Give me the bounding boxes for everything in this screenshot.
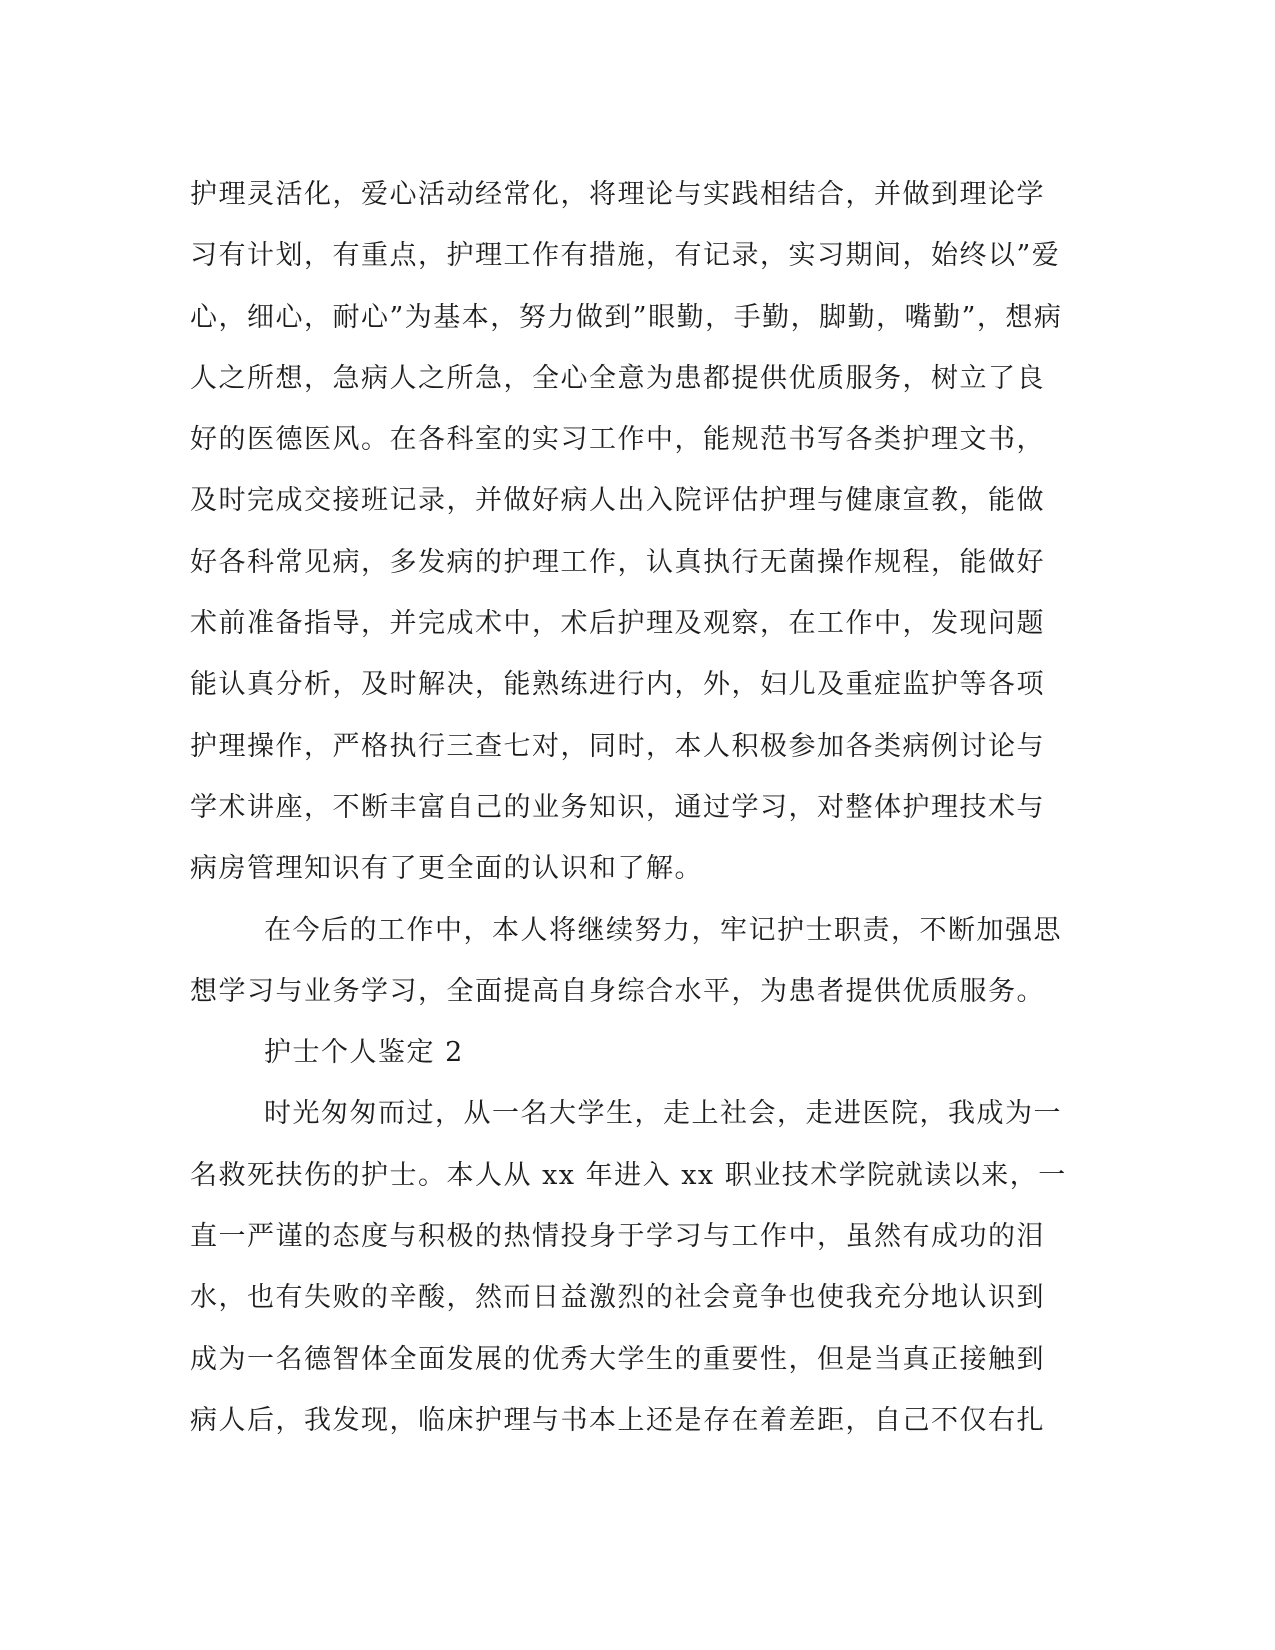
text-line: 想学习与业务学习，全面提高自身综合水平，为患者提供优质服务。 [190, 975, 1045, 1007]
paragraph-future-work [190, 900, 1080, 1023]
section-heading-text: 护士个人鉴定 2 [264, 1037, 464, 1069]
text-line: 名救死扶伤的护士。本人从 xx 年进入 xx 职业技术学院就读以来，一 [190, 1159, 1067, 1191]
text-line: 护理灵活化，爱心活动经常化，将理论与实践相结合，并做到理论学 [190, 179, 1045, 210]
text-line: 病房管理知识有了更全面的认识和了解。 [190, 853, 703, 885]
paragraph-continued [190, 164, 1080, 900]
section-heading [190, 1022, 1080, 1083]
text-line: 及时完成交接班记录，并做好病人出入院评估护理与健康宣教，能做 [190, 485, 1045, 517]
text-line: 能认真分析，及时解决，能熟练进行内，外，妇儿及重症监护等各项 [190, 669, 1045, 701]
text-line: 人之所想，急病人之所急，全心全意为患都提供优质服务，树立了良 [190, 362, 1045, 394]
paragraph-appraisal-2 [190, 1083, 1080, 1451]
text-line: 病人后，我发现，临床护理与书本上还是存在着差距，自己不仅右扎 [190, 1404, 1045, 1436]
text-line: 心，细心，耐心”为基本，努力做到”眼勤，手勤，脚勤，嘴勤”，想病 [190, 301, 1063, 333]
text-line: 成为一名德智体全面发展的优秀大学生的重要性，但是当真正接触到 [190, 1343, 1045, 1375]
text-line: 学术讲座，不断丰富自己的业务知识，通过学习，对整体护理技术与 [190, 791, 1045, 823]
text-line: 直一严谨的态度与积极的热情投身于学习与工作中，虽然有成功的泪 [190, 1221, 1045, 1253]
document-body [190, 164, 1080, 1451]
text-line: 护理操作，严格执行三查七对，同时，本人积极参加各类病例讨论与 [190, 730, 1045, 762]
text-line: 术前准备指导，并完成术中，术后护理及观察，在工作中，发现问题 [190, 608, 1045, 640]
text-line: 时光匆匆而过，从一名大学生，走上社会，走进医院，我成为一 [264, 1098, 1062, 1130]
text-line: 习有计划，有重点，护理工作有措施，有记录，实习期间，始终以”爱 [190, 240, 1061, 272]
text-line: 好的医德医风。在各科室的实习工作中，能规范书写各类护理文书， [190, 424, 1045, 456]
text-line: 好各科常见病，多发病的护理工作，认真执行无菌操作规程，能做好 [190, 546, 1045, 578]
text-line: 在今后的工作中，本人将继续努力，牢记护士职责，不断加强思 [264, 914, 1062, 946]
text-line: 水，也有失败的辛酸，然而日益激烈的社会竟争也使我充分地认识到 [190, 1282, 1045, 1314]
